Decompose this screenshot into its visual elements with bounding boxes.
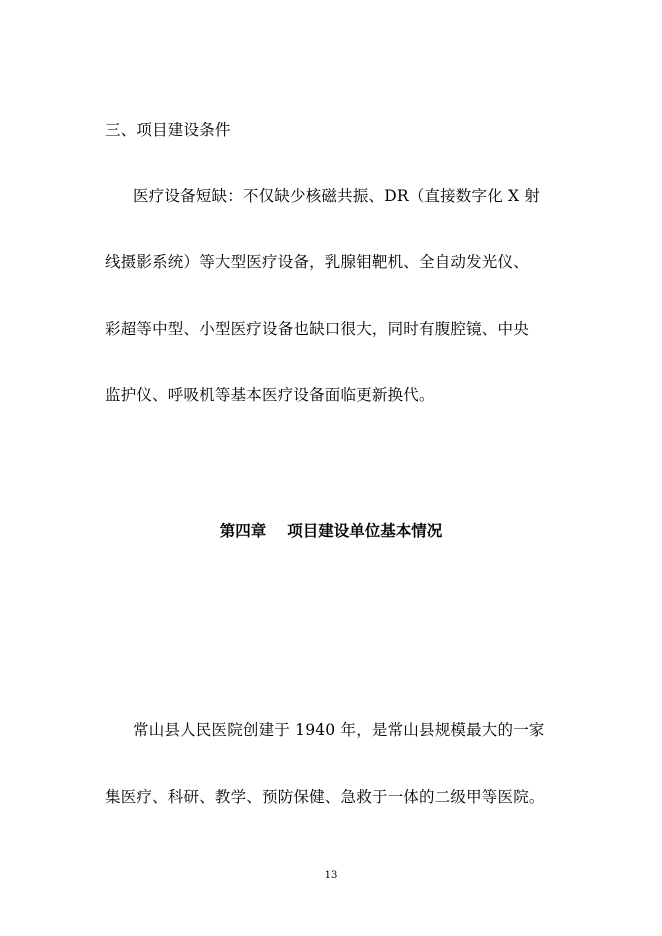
paragraph-line: 医疗设备短缺：不仅缺少核磁共振、DR（直接数字化 X 射 bbox=[133, 187, 541, 205]
chapter-title: 第四章 项目建设单位基本情况 bbox=[219, 521, 443, 540]
page-number: 13 bbox=[324, 870, 338, 881]
section-heading: 三、项目建设条件 bbox=[105, 121, 231, 139]
paragraph-line: 监护仪、呼吸机等基本医疗设备面临更新换代。 bbox=[105, 386, 435, 404]
paragraph-line: 彩超等中型、小型医疗设备也缺口很大，同时有腹腔镜、中央 bbox=[105, 320, 529, 338]
paragraph-line: 常山县人民医院创建于 1940 年，是常山县规模最大的一家 bbox=[133, 721, 545, 739]
paragraph-line: 集医疗、科研、教学、预防保健、急救于一体的二级甲等医院。 bbox=[105, 788, 545, 806]
paragraph-line: 线摄影系统）等大型医疗设备，乳腺钼靶机、全自动发光仪、 bbox=[105, 253, 529, 271]
